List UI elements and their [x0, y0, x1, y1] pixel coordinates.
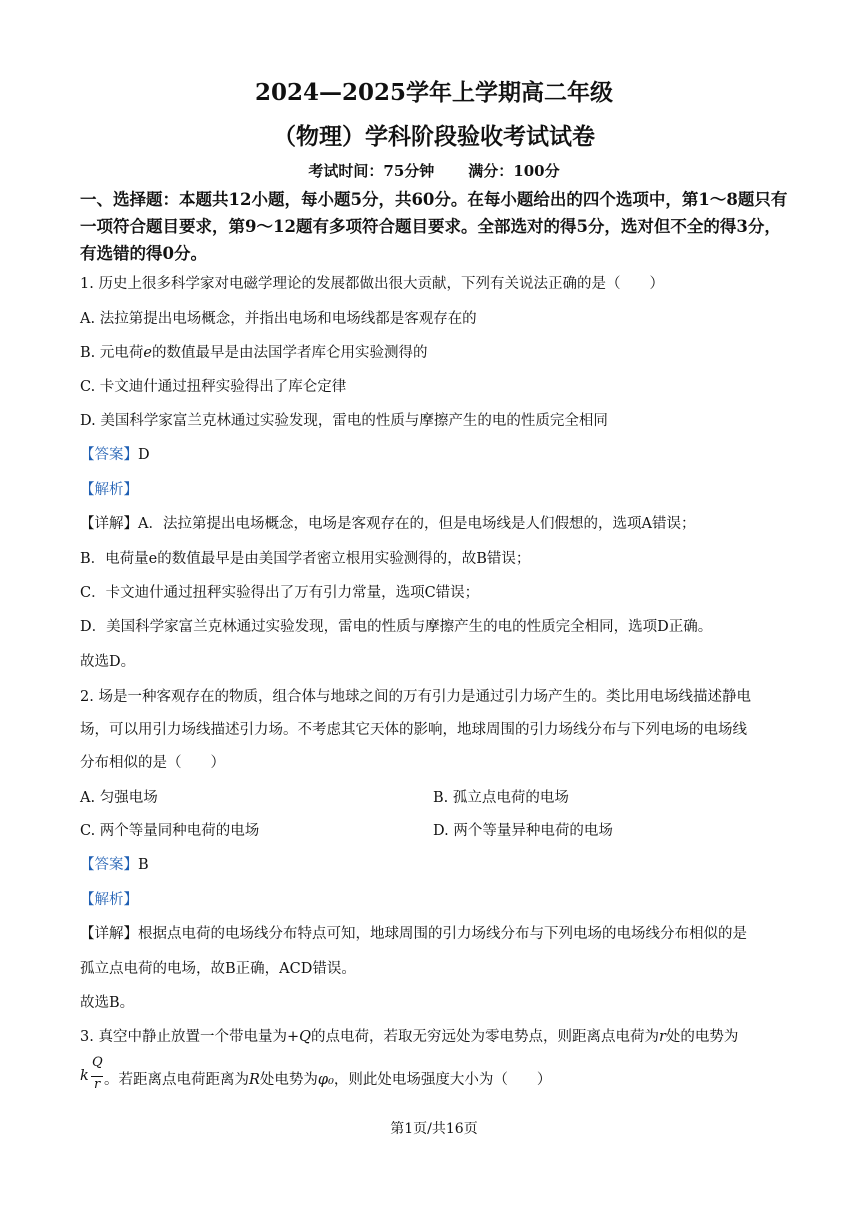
- detail-tag: 【详解】: [80, 516, 138, 532]
- q2-analysis-tag: 【解析】: [80, 892, 138, 908]
- q2-option-b: B. 孤立点电荷的电场: [433, 790, 569, 806]
- exam-score: 满分：100分: [468, 162, 560, 180]
- q1-option-b: B. 元电荷e的数值最早是由法国学者库仑用实验测得的: [80, 345, 428, 361]
- q2-stem-line2: 场，可以用引力场线描述引力场。不考虑其它天体的影响，地球周围的引力场线分布与下列电场的电场线: [80, 722, 747, 738]
- fraction-denominator: r: [94, 1077, 101, 1092]
- q3-stem-line1: 3. 真空中静止放置一个带电量为+Q的点电荷，若取无穷远处为零电势点，则距离点电荷为r处的电势为: [80, 1029, 739, 1045]
- q1-analysis-tag: 【解析】: [80, 482, 138, 498]
- exam-title-year: 2024—2025学年上学期高二年级: [254, 79, 614, 106]
- q1-detail-c: C．卡文迪什通过扭秤实验得出了万有引力常量，选项C错误；: [80, 585, 480, 601]
- q1-answer: 【答案】D: [80, 447, 150, 463]
- detail-tag: 【详解】: [80, 926, 138, 942]
- q1-option-a: A. 法拉第提出电场概念，并指出电场和电场线都是客观存在的: [80, 311, 477, 327]
- exam-time: 考试时间：75分钟: [308, 162, 435, 180]
- q2-detail-line1: 【详解】根据点电荷的电场线分布特点可知，地球周围的引力场线分布与下列电场的电场线分布相似的是: [80, 926, 747, 942]
- q2-option-a: A. 匀强电场: [80, 790, 158, 806]
- exam-title-subject: （物理）学科阶段验收考试试卷: [273, 123, 595, 150]
- exam-meta: [0, 160, 868, 181]
- answer-tag: 【答案】: [80, 857, 138, 873]
- fraction-numerator: Q: [92, 1055, 103, 1070]
- q2-choose: 故选B。: [80, 995, 135, 1011]
- q1-detail-a: 【详解】A．法拉第提出电场概念，电场是客观存在的，但是电场线是人们假想的，选项A错误；: [80, 516, 696, 532]
- q1-detail-d: D．美国科学家富兰克林通过实验发现，雷电的性质与摩擦产生的电的性质完全相同，选项D正确。: [80, 619, 713, 635]
- answer-tag: 【答案】: [80, 447, 138, 463]
- section-instructions: 一、选择题：本题共12小题，每小题5分，共60分。在每小题给出的四个选项中，第1～8题只有一项符合题目要求，第9～12题有多项符合题目要求。全部选对的得5分，选对但不全的得3分，有选错的得0分。: [80, 190, 788, 263]
- q2-stem-line1: 2. 场是一种客观存在的物质，组合体与地球之间的万有引力是通过引力场产生的。类比用电场线描述静电: [80, 689, 751, 705]
- q1-detail-b: B．电荷量e的数值最早是由美国学者密立根用实验测得的，故B错误；: [80, 551, 531, 567]
- q2-detail-line2: 孤立点电荷的电场，故B正确，ACD错误。: [80, 961, 356, 977]
- q3-stem-line2-text: 。若距离点电荷距离为R处电势为φ₀，则此处电场强度大小为（ ）: [104, 1072, 552, 1088]
- constant-k: k: [80, 1068, 89, 1084]
- q1-option-d: D. 美国科学家富兰克林通过实验发现，雷电的性质与摩擦产生的电的性质完全相同: [80, 413, 608, 429]
- q2-stem-line3: 分布相似的是（ ）: [80, 755, 225, 771]
- q2-option-c: C. 两个等量同种电荷的电场: [80, 823, 260, 839]
- q2-answer: 【答案】B: [80, 857, 149, 873]
- q1-stem: 1. 历史上很多科学家对电磁学理论的发展都做出很大贡献，下列有关说法正确的是（ ）: [80, 276, 664, 292]
- page-number: 第1页/共16页: [390, 1121, 478, 1137]
- q1-option-c: C. 卡文迪什通过扭秤实验得出了库仑定律: [80, 379, 347, 395]
- q2-option-d: D. 两个等量异种电荷的电场: [433, 823, 613, 839]
- q1-choose: 故选D。: [80, 654, 136, 670]
